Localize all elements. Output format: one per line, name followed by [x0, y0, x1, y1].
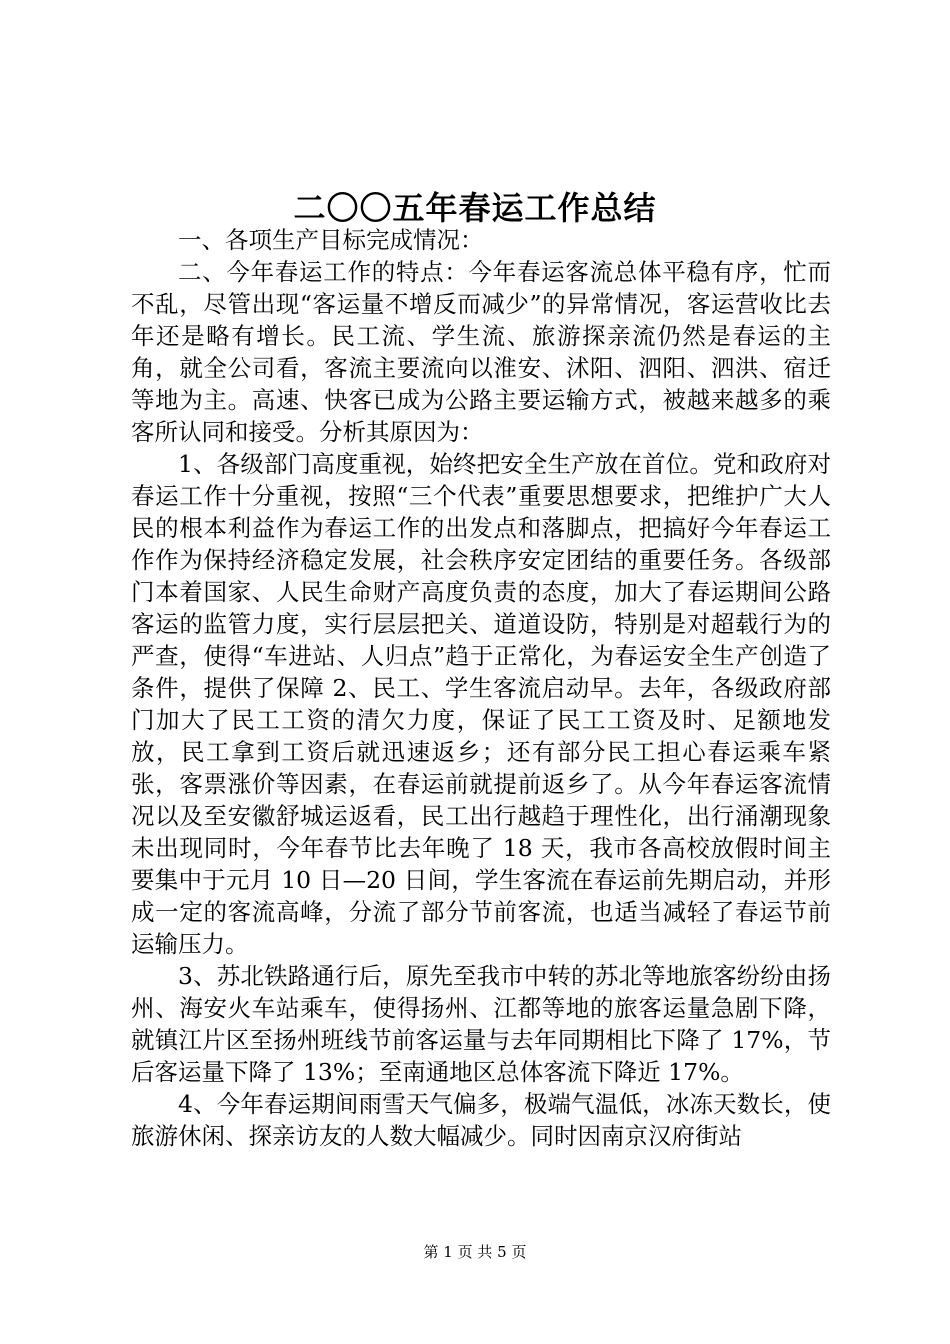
paragraph-section-1: 一、各项生产目标完成情况：: [178, 226, 484, 254]
paragraph-section-2: 二、今年春运工作的特点：今年春运客流总体平稳有序，忙而不乱，尽管出现“客运量不增反而减少”的异常情况，客运营收比去年还是略有增长。民工流、学生流、旅游探亲流仍然是春运的主角，就全公司看，客流主要流向以淮安、沭阳、泗阳、泗洪、宿迁等地为主。高速、快客已成为公路主要运输方式，被越来越多的乘客所认同和接受。分析其原因为：: [131, 258, 831, 446]
page-number-footer: 第 1 页 共 5 页: [423, 1243, 527, 1261]
paragraph-item-1: 1、各级部门高度重视，始终把安全生产放在首位。党和政府对春运工作十分重视，按照“三个代表”重要思想要求，把维护广大人民的根本利益作为春运工作的出发点和落脚点，把搞好今年春运工作作为保持经济稳定发展，社会秩序安定团结的重要任务。各级部门本着国家、人民生命财产高度负责的态度，加大了春运期间公路客运的监管力度，实行层层把关、道道设防，特别是对超载行为的严查，使得“车进站、人归点”趋于正常化，为春运安全生产创造了条件，提供了保障 2、民工、学生客流启动早。去年，各级政府部门加大了民工工资的清欠力度，保证了民工工资及时、足额地发放，民工拿到工资后就迅速返乡；还有部分民工担心春运乘车紧张，客票涨价等因素，在春运前就提前返乡了。从今年春运客流情况以及至安徽舒城运返看，民工出行越趋于理性化，出行涌潮现象未出现同时，今年春节比去年晚了 18 天，我市各高校放假时间主要集中于元月 10 日—20 日间，学生客流在春运前先期启动，并形成一定的客流高峰，分流了部分节前客流，也适当减轻了春运节前运输压力。: [131, 450, 831, 958]
paragraph-item-4: 4、今年春运期间雨雪天气偏多，极端气温低，冰冻天数长，使旅游休闲、探亲访友的人数大幅减少。同时因南京汉府街站: [131, 1090, 831, 1150]
document-body: [131, 224, 831, 1152]
paragraph-item-3: 3、苏北铁路通行后，原先至我市中转的苏北等地旅客纷纷由扬州、海安火车站乘车，使得扬州、江都等地的旅客运量急剧下降，就镇江片区至扬州班线节前客运量与去年同期相比下降了 17%，节后客运量下降了 13%；至南通地区总体客流下降近 17%。: [131, 962, 831, 1086]
document-title: 二〇〇五年春运工作总结: [293, 189, 657, 227]
